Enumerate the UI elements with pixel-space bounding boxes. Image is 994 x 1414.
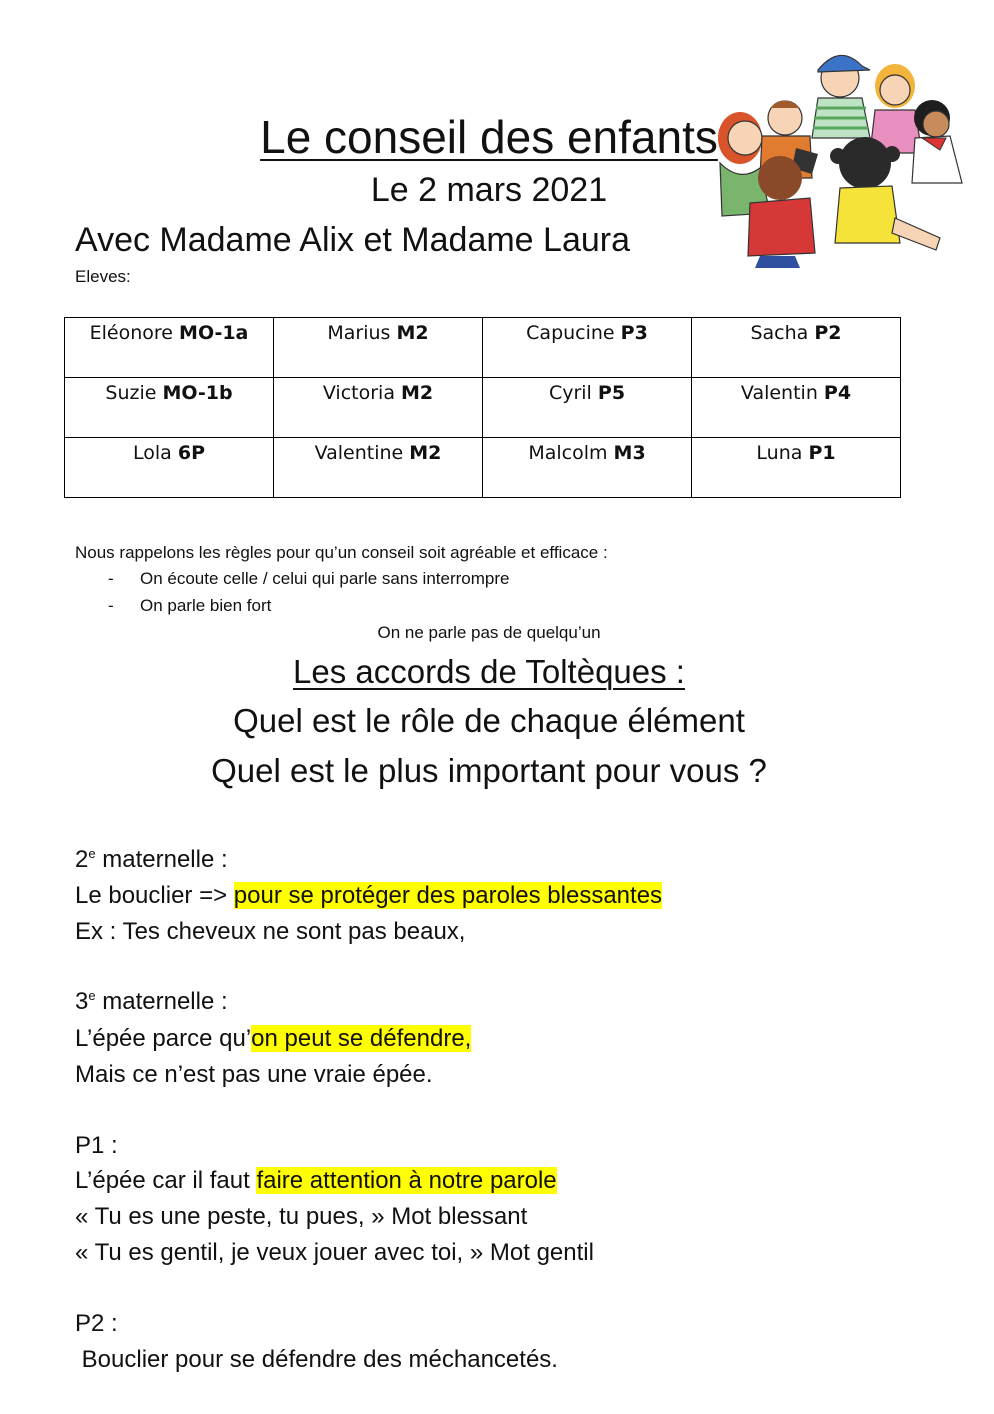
- pupil-name: Eléonore: [89, 322, 173, 344]
- accords-heading: Les accords de Toltèques :: [293, 653, 685, 690]
- pupil-name: Valentine: [314, 442, 404, 464]
- pupil-name: Capucine: [526, 322, 615, 344]
- pupil-cell: [483, 318, 692, 378]
- pupil-class: P5: [597, 382, 626, 404]
- pupil-name: Malcolm: [528, 442, 608, 464]
- section-p1-line2: « Tu es une peste, tu pues, » Mot blessant: [75, 1203, 528, 1230]
- table-row: [65, 378, 901, 438]
- section-p1-label: P1 :: [75, 1132, 118, 1159]
- pupil-name: Marius: [327, 322, 391, 344]
- pupil-cell: [483, 378, 692, 438]
- pupil-cell: [65, 438, 274, 498]
- pupil-cell: [274, 318, 483, 378]
- section-m2-line1: Le bouclier => pour se protéger des paroles blessantes: [75, 882, 663, 909]
- section-m3-line2: Mais ce n’est pas une vraie épée.: [75, 1061, 433, 1088]
- page-title: Le conseil des enfants: [260, 111, 718, 163]
- pupil-class: MO-1b: [162, 382, 233, 404]
- pupil-cell: [483, 438, 692, 498]
- section-m2-label: 2e maternelle :: [75, 846, 228, 873]
- rule-dash: -: [108, 596, 114, 615]
- pupil-name: Valentin: [740, 382, 818, 404]
- table-row: [65, 318, 901, 378]
- pupil-name: Lola: [132, 442, 172, 464]
- section-p1-line3: « Tu es gentil, je veux jouer avec toi, » Mot gentil: [75, 1239, 594, 1266]
- rule-dash: -: [108, 569, 114, 588]
- rule-text: On parle bien fort: [140, 596, 272, 615]
- pupil-class: 6P: [177, 442, 205, 464]
- rules-intro: Nous rappelons les règles pour qu’un conseil soit agréable et efficace :: [75, 543, 608, 562]
- rule-item: [108, 568, 509, 590]
- section-m3-label: 3e maternelle :: [75, 988, 228, 1015]
- question-important: Quel est le plus important pour vous ?: [211, 752, 767, 789]
- section-m2-line2: Ex : Tes cheveux ne sont pas beaux,: [75, 918, 466, 945]
- pupil-name: Cyril: [548, 382, 592, 404]
- pupil-name: Luna: [756, 442, 803, 464]
- section-m3-line1: L’épée parce qu’on peut se défendre,: [75, 1025, 472, 1052]
- pupil-cell: [274, 438, 483, 498]
- section-p2-line1: Bouclier pour se défendre des méchancetés.: [75, 1346, 558, 1373]
- pupil-cell: [274, 378, 483, 438]
- pupil-class: M2: [409, 442, 442, 464]
- highlighted-text: on peut se défendre,: [251, 1025, 472, 1052]
- pupils-label: Eleves:: [75, 267, 131, 286]
- teachers-subtitle: Avec Madame Alix et Madame Laura: [75, 221, 630, 259]
- pupils-table: [64, 317, 901, 498]
- table-row: [65, 438, 901, 498]
- pupil-class: P1: [808, 442, 836, 464]
- pupil-name: Sacha: [750, 322, 809, 344]
- section-p1-line1: L’épée car il faut faire attention à notre parole: [75, 1167, 557, 1194]
- pupil-class: P4: [823, 382, 852, 404]
- pupil-class: M2: [396, 322, 429, 344]
- pupil-cell: [65, 318, 274, 378]
- pupil-class: MO-1a: [179, 322, 249, 344]
- highlighted-text: pour se protéger des paroles blessantes: [233, 882, 663, 909]
- pupil-class: P2: [814, 322, 842, 344]
- section-p2-label: P2 :: [75, 1310, 118, 1337]
- pupil-cell: [692, 378, 901, 438]
- pupil-cell: [65, 378, 274, 438]
- pupil-name: Suzie: [105, 382, 157, 404]
- pupil-cell: [692, 438, 901, 498]
- pupil-name: Victoria: [322, 382, 395, 404]
- question-role: Quel est le rôle de chaque élément: [233, 702, 745, 739]
- meeting-date: Le 2 mars 2021: [370, 171, 608, 209]
- rule-item: [108, 595, 271, 617]
- pupil-class: P3: [620, 322, 648, 344]
- rule-item: On ne parle pas de quelqu’un: [377, 623, 601, 642]
- pupil-cell: [692, 318, 901, 378]
- pupil-class: M3: [613, 442, 646, 464]
- rule-text: On écoute celle / celui qui parle sans interrompre: [140, 569, 510, 588]
- pupil-class: M2: [401, 382, 434, 404]
- highlighted-text: faire attention à notre parole: [256, 1167, 557, 1194]
